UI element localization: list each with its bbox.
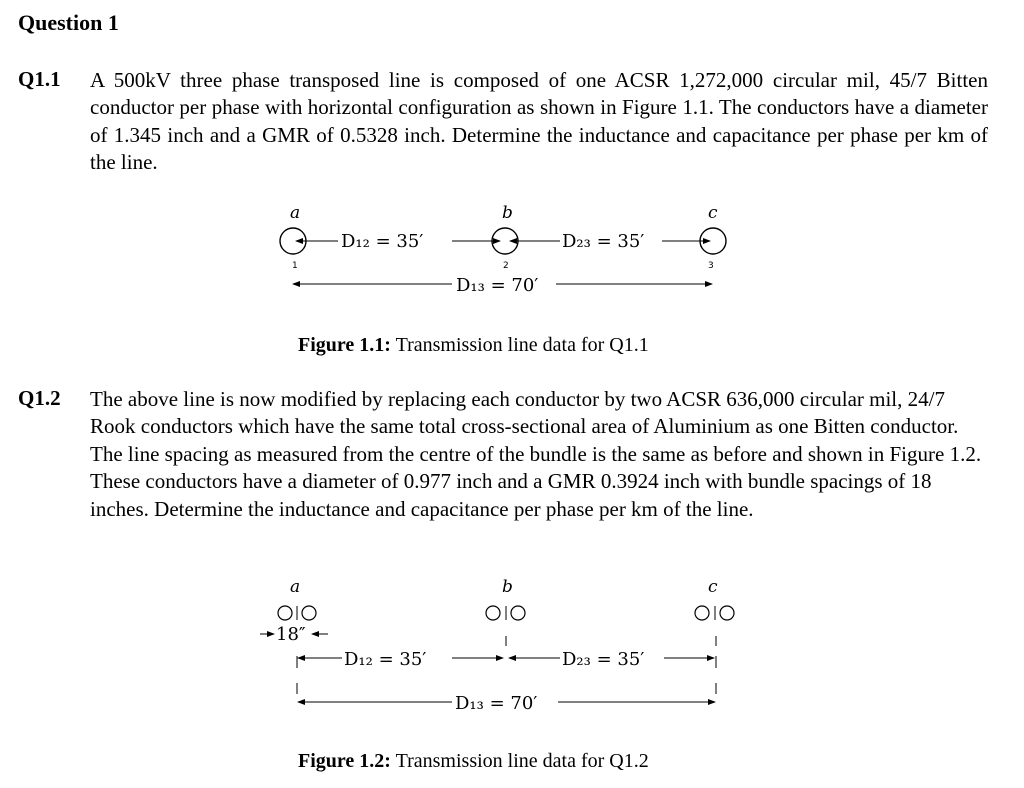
question-heading: Question 1 [18, 10, 119, 35]
fig1-num-3: 3 [708, 261, 714, 271]
fig1-phase-b-label: b [502, 203, 513, 223]
fig2-bundle-b-left-conductor [486, 606, 500, 620]
fig2-bundle-c-right-conductor [720, 606, 734, 620]
fig2-phase-a-label: a [290, 577, 301, 597]
fig2-bundle-a-left-conductor [278, 606, 292, 620]
fig1-d13-label: D₁₃ = 70′ [456, 275, 539, 296]
q2-label: Q1.2 [18, 386, 61, 410]
q1-text: A 500kV three phase transposed line is composed of one ACSR 1,272,000 circular mil, 45/7 Bitten conductor per phase with horizontal configuration as shown in Figure 1.1. The conductors have a diameter of 1.345 inch and a GMR of 0.5328 inch. Determine the inductance and capacitance per phase per km of the line. [90, 68, 988, 175]
fig2-bundle-c-left-conductor [695, 606, 709, 620]
q2-text: The above line is now modified by replacing each conductor by two ACSR 636,000 circular mil, 24/7 Rook conductors which have the same total cross-sectional area of Aluminium as one Bitten conductor. The line spacing as measured from the centre of the bundle is the same as before and shown in Figure 1.2. These conductors have a diameter of 0.977 inch and a GMR 0.3924 inch with bundle spacings of 18 inches. Determine the inductance and capacitance per phase per km of the line. [90, 387, 982, 521]
fig2-spacing-label: 18″ [276, 624, 306, 645]
fig1-d12-label: D₁₂ = 35′ [341, 231, 424, 252]
figure-1-1-caption-text: Transmission line data for Q1.1 [390, 334, 649, 356]
figure-1-1-caption-bold: Figure 1.1: [298, 334, 391, 356]
fig2-phase-c-label: c [708, 577, 718, 597]
fig2-d23-label: D₂₃ = 35′ [562, 649, 645, 670]
fig1-d23-label: D₂₃ = 35′ [562, 231, 645, 252]
fig2-phase-b-label: b [502, 577, 513, 597]
figure-1-2-caption-text: Transmission line data for Q1.2 [390, 750, 649, 772]
figure-1-2-caption [298, 750, 649, 773]
fig1-phase-a-label: a [290, 203, 301, 223]
figure-1-2-caption-bold: Figure 1.2: [298, 750, 391, 772]
fig2-bundle-b-right-conductor [511, 606, 525, 620]
fig1-phase-c-label: c [708, 203, 718, 223]
fig2-bundle-a-right-conductor [302, 606, 316, 620]
fig2-d13-label: D₁₃ = 70′ [455, 693, 538, 714]
q1-label: Q1.1 [18, 67, 61, 91]
fig1-num-2: 2 [503, 261, 509, 271]
fig1-num-1: 1 [292, 261, 298, 271]
fig2-d12-label: D₁₂ = 35′ [344, 649, 427, 670]
